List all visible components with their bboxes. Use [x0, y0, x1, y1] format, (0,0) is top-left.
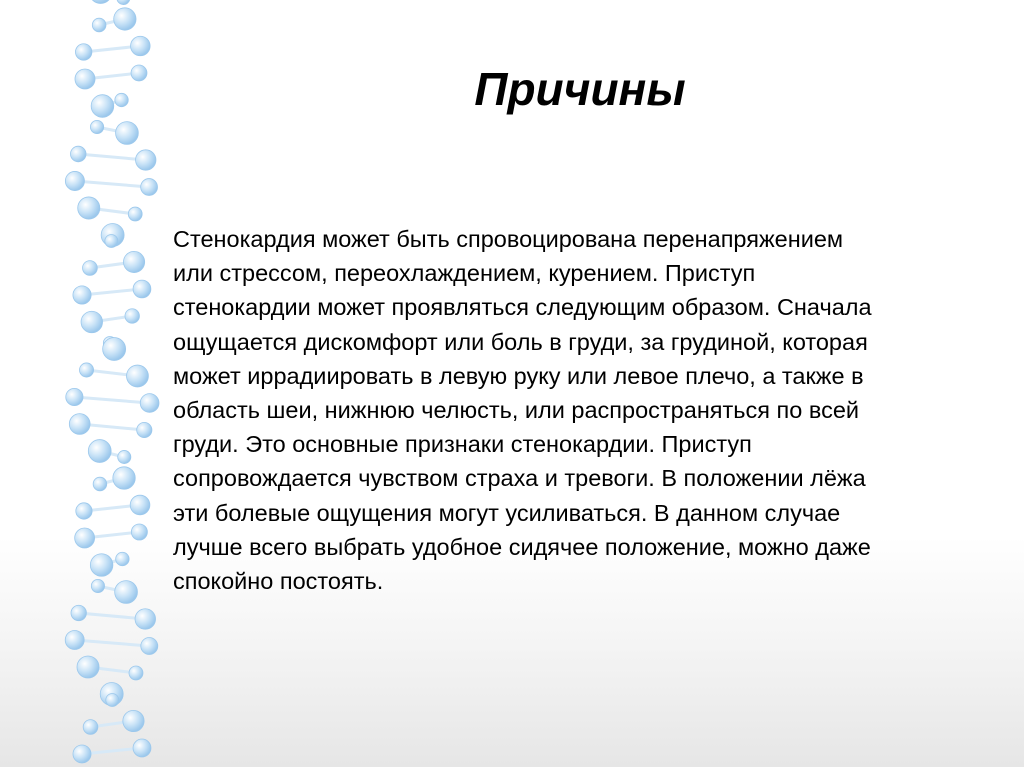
dna-sphere: [75, 44, 91, 60]
body-line: область шеи, нижнюю челюсть, или распространяться по всей: [173, 397, 860, 424]
dna-sphere: [93, 477, 107, 491]
dna-sphere: [75, 69, 95, 89]
dna-rung: [75, 640, 150, 646]
dna-sphere: [81, 311, 103, 333]
dna-sphere: [136, 150, 156, 170]
dna-sphere: [115, 93, 128, 106]
dna-sphere: [125, 309, 139, 323]
dna-sphere: [123, 251, 144, 272]
dna-sphere: [103, 338, 126, 361]
dna-sphere: [130, 495, 150, 515]
dna-sphere: [116, 122, 139, 145]
dna-sphere: [133, 739, 151, 757]
dna-sphere: [140, 394, 159, 413]
dna-sphere: [141, 638, 158, 655]
dna-sphere: [118, 450, 131, 463]
dna-sphere: [105, 234, 118, 247]
dna-sphere: [75, 528, 95, 548]
dna-rung: [75, 181, 149, 187]
dna-sphere: [73, 745, 91, 763]
dna-sphere: [83, 261, 98, 276]
dna-sphere: [114, 8, 136, 30]
dna-sphere: [88, 440, 111, 463]
dna-sphere: [83, 720, 98, 735]
dna-sphere: [73, 286, 91, 304]
dna-sphere: [79, 363, 93, 377]
dna-sphere: [70, 146, 86, 162]
body-line: Стенокардия может быть спровоцирована перенапряжением: [173, 226, 844, 252]
body-line: груди. Это основные признаки стенокардии. Приступ: [173, 431, 752, 458]
dna-sphere: [78, 197, 100, 219]
dna-sphere: [117, 0, 130, 5]
body-line: может иррадиировать в левую руку или левое плечо, а также в: [173, 362, 864, 389]
dna-sphere: [90, 120, 103, 133]
body-line: лучше всего выбрать удобное сидячее положение, можно даже: [173, 533, 871, 560]
body-line: спокойно постоять.: [173, 568, 384, 595]
dna-sphere: [65, 171, 84, 190]
dna-sphere: [129, 666, 143, 680]
dna-sphere: [89, 0, 112, 3]
dna-sphere: [90, 554, 113, 577]
dna-sphere: [113, 467, 135, 489]
dna-sphere: [123, 710, 144, 731]
slide-title: Причины: [474, 63, 686, 115]
dna-sphere: [115, 581, 138, 604]
dna-sphere: [137, 422, 152, 437]
dna-sphere: [77, 656, 99, 678]
dna-sphere: [131, 65, 147, 81]
dna-sphere: [116, 552, 129, 565]
body-line: эти болевые ощущения могут усиливаться. В данном случае: [173, 499, 841, 526]
body-line: ощущается дискомфорт или боль в груди, за грудиной, которая: [173, 328, 868, 355]
body-line: сопровождается чувством страха и тревоги. В положении лёжа: [173, 465, 866, 492]
dna-helix-icon: [40, 0, 180, 767]
dna-sphere: [66, 388, 83, 405]
dna-sphere: [92, 18, 106, 32]
body-line: стенокардии может проявляться следующим образом. Сначала: [173, 294, 872, 321]
dna-sphere: [71, 605, 86, 620]
dna-rung: [74, 397, 149, 403]
body-line: или стрессом, переохлаждением, курением. Приступ: [173, 260, 756, 287]
dna-sphere: [133, 280, 151, 298]
dna-sphere: [69, 414, 90, 435]
dna-sphere: [91, 579, 104, 592]
dna-sphere: [131, 524, 147, 540]
dna-sphere: [106, 693, 119, 706]
dna-sphere: [135, 609, 156, 630]
dna-sphere: [131, 36, 151, 56]
dna-sphere: [141, 179, 158, 196]
dna-sphere: [76, 503, 92, 519]
dna-sphere: [65, 630, 84, 649]
dna-sphere: [91, 95, 114, 118]
slide-body-text: [173, 222, 1023, 598]
dna-sphere: [128, 207, 142, 221]
dna-sphere: [127, 365, 149, 387]
